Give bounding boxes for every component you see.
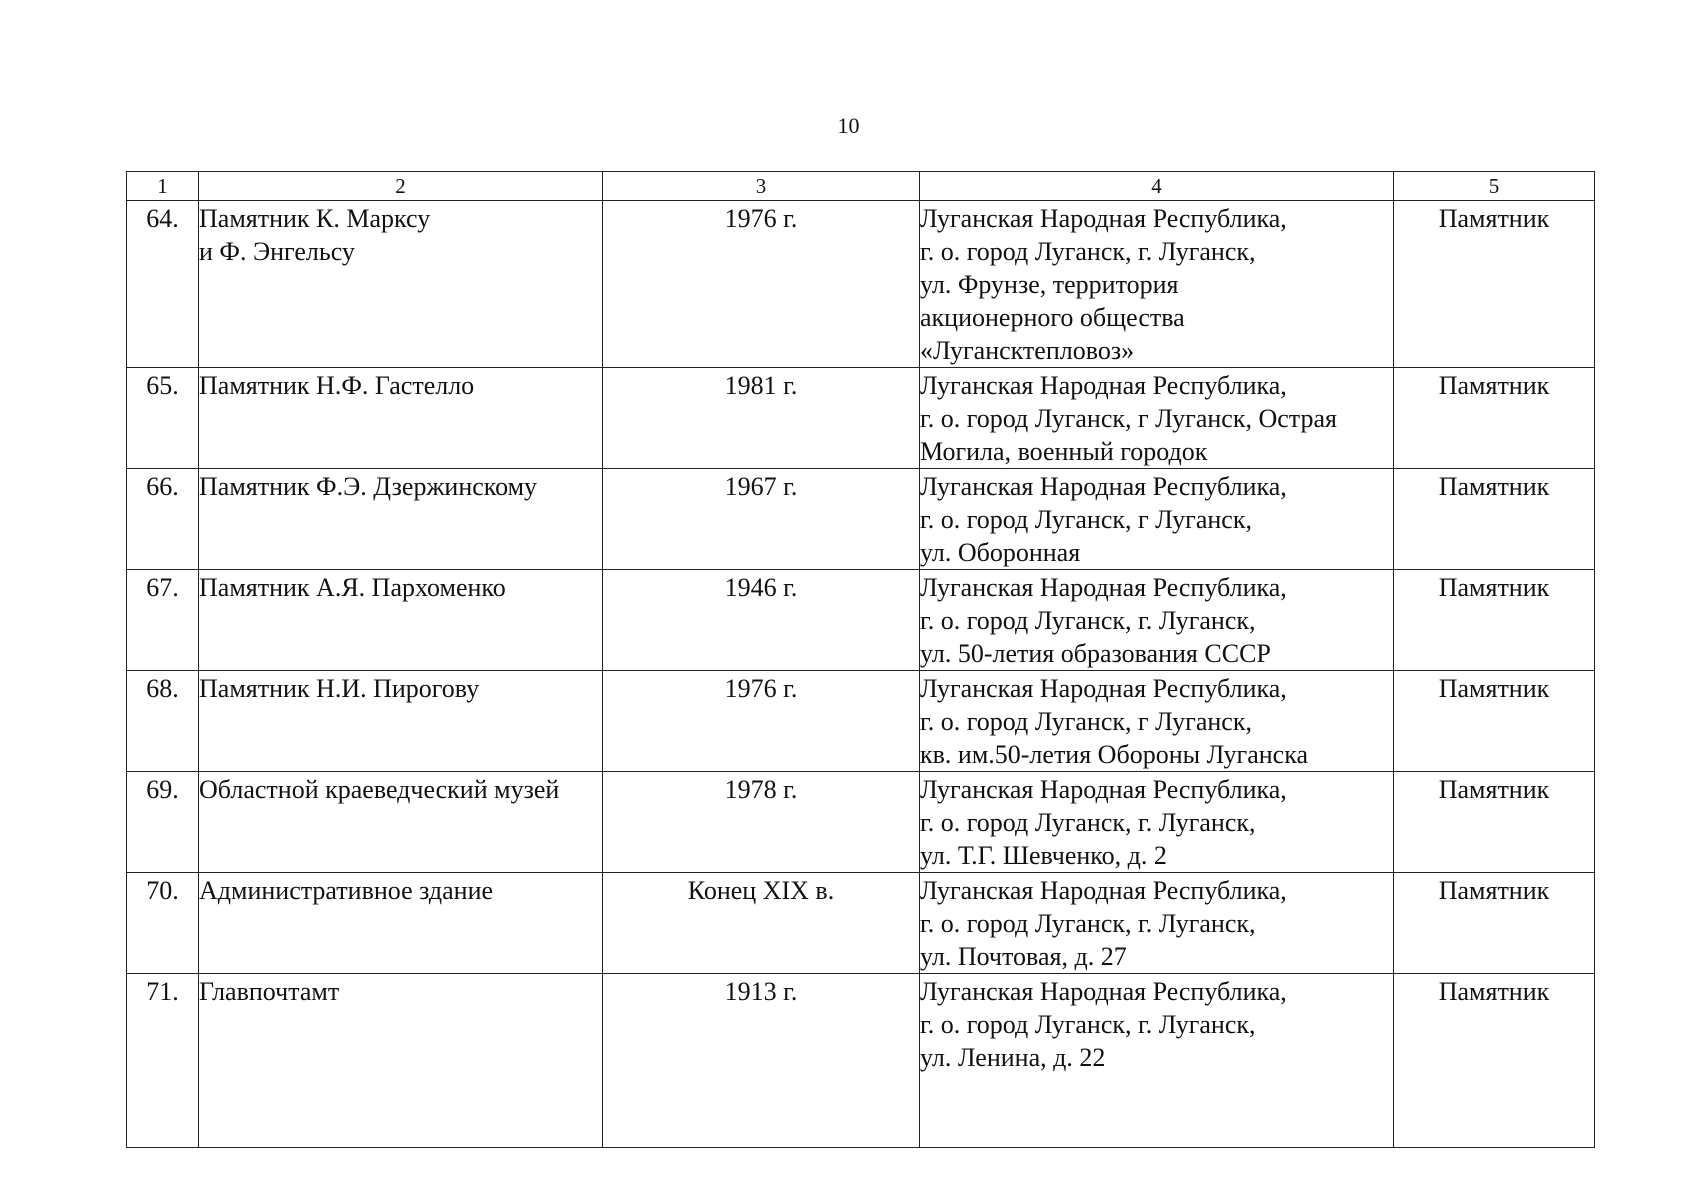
object-name-line: Административное здание: [199, 876, 494, 905]
address-line: ул. 50-летия образования СССР: [920, 639, 1271, 668]
object-name-line: и Ф. Энгельсу: [199, 237, 355, 266]
header-col-name: 2: [199, 172, 603, 201]
address-line: г. о. город Луганск, г Луганск,: [920, 707, 1252, 736]
address-line: Луганская Народная Республика,: [920, 371, 1287, 400]
object-address: [920, 368, 1394, 469]
object-name-line: Памятник Ф.Э. Дзержинскому: [199, 472, 538, 501]
object-address: [920, 469, 1394, 570]
row-number: 64.: [127, 201, 199, 368]
address-line: г. о. город Луганск, г. Луганск,: [920, 606, 1256, 635]
object-address: [920, 671, 1394, 772]
address-line: Луганская Народная Республика,: [920, 204, 1287, 233]
object-name: [199, 368, 603, 469]
row-number: 67.: [127, 570, 199, 671]
object-date: 1967 г.: [603, 469, 920, 570]
address-line: кв. им.50-летия Обороны Луганска: [920, 740, 1308, 769]
object-date: 1913 г.: [603, 974, 920, 1148]
object-name-line: Памятник Н.Ф. Гастелло: [199, 371, 475, 400]
table-header: [127, 172, 1595, 201]
row-number: 71.: [127, 974, 199, 1148]
address-line: г. о. город Луганск, г. Луганск,: [920, 1010, 1256, 1039]
object-type: Памятник: [1394, 873, 1595, 974]
table-row: [127, 469, 1595, 570]
address-line: ул. Оборонная: [920, 538, 1081, 567]
table-row: [127, 201, 1595, 368]
object-date: 1976 г.: [603, 671, 920, 772]
object-name-line: Памятник К. Марксу: [199, 204, 431, 233]
header-row: [127, 172, 1595, 201]
object-address: [920, 873, 1394, 974]
object-type: Памятник: [1394, 570, 1595, 671]
object-name: [199, 201, 603, 368]
heritage-registry-table: [126, 171, 1595, 1148]
header-col-number: 1: [127, 172, 199, 201]
object-name: [199, 873, 603, 974]
object-address: [920, 772, 1394, 873]
row-number: 69.: [127, 772, 199, 873]
object-address: [920, 570, 1394, 671]
object-address: [920, 201, 1394, 368]
object-date: 1946 г.: [603, 570, 920, 671]
row-number: 68.: [127, 671, 199, 772]
table-row: [127, 570, 1595, 671]
object-name: [199, 469, 603, 570]
page-number: 10: [837, 113, 860, 138]
address-line: «Лугансктепловоз»: [920, 336, 1135, 365]
address-line: ул. Почтовая, д. 27: [920, 942, 1127, 971]
address-line: Луганская Народная Республика,: [920, 876, 1287, 905]
object-name-line: Памятник Н.И. Пирогову: [199, 674, 480, 703]
table-row: [127, 873, 1595, 974]
object-type: Памятник: [1394, 671, 1595, 772]
address-line: Луганская Народная Республика,: [920, 573, 1287, 602]
object-name-line: Памятник А.Я. Пархоменко: [199, 573, 506, 602]
row-number: 65.: [127, 368, 199, 469]
address-line: Луганская Народная Республика,: [920, 775, 1287, 804]
address-line: Луганская Народная Республика,: [920, 977, 1287, 1006]
object-name: [199, 570, 603, 671]
address-line: г. о. город Луганск, г. Луганск,: [920, 808, 1256, 837]
address-line: ул. Фрунзе, территория: [920, 270, 1179, 299]
header-col-address: 4: [920, 172, 1394, 201]
object-type: Памятник: [1394, 974, 1595, 1148]
table-row: [127, 671, 1595, 772]
address-line: акционерного общества: [920, 303, 1185, 332]
row-number: 70.: [127, 873, 199, 974]
address-line: Луганская Народная Республика,: [920, 472, 1287, 501]
address-line: г. о. город Луганск, г Луганск, Острая: [920, 404, 1337, 433]
object-date: 1978 г.: [603, 772, 920, 873]
row-number: 66.: [127, 469, 199, 570]
object-type: Памятник: [1394, 201, 1595, 368]
address-line: г. о. город Луганск, г. Луганск,: [920, 909, 1256, 938]
table-row: [127, 772, 1595, 873]
object-date: 1981 г.: [603, 368, 920, 469]
object-name: [199, 772, 603, 873]
table-row: [127, 974, 1595, 1148]
object-name: [199, 671, 603, 772]
object-type: Памятник: [1394, 469, 1595, 570]
address-line: г. о. город Луганск, г. Луганск,: [920, 237, 1256, 266]
address-line: ул. Т.Г. Шевченко, д. 2: [920, 841, 1167, 870]
object-date: Конец XIX в.: [603, 873, 920, 974]
header-col-type: 5: [1394, 172, 1595, 201]
address-line: Могила, военный городок: [920, 437, 1208, 466]
object-date: 1976 г.: [603, 201, 920, 368]
object-type: Памятник: [1394, 772, 1595, 873]
header-col-date: 3: [603, 172, 920, 201]
table-row: [127, 368, 1595, 469]
address-line: Луганская Народная Республика,: [920, 674, 1287, 703]
address-line: ул. Ленина, д. 22: [920, 1043, 1106, 1072]
object-name: [199, 974, 603, 1148]
object-type: Памятник: [1394, 368, 1595, 469]
object-name-line: Главпочтамт: [199, 977, 340, 1006]
address-line: г. о. город Луганск, г Луганск,: [920, 505, 1252, 534]
object-name-line: Областной краеведческий музей: [199, 775, 560, 804]
table-body: [127, 201, 1595, 1148]
object-address: [920, 974, 1394, 1148]
